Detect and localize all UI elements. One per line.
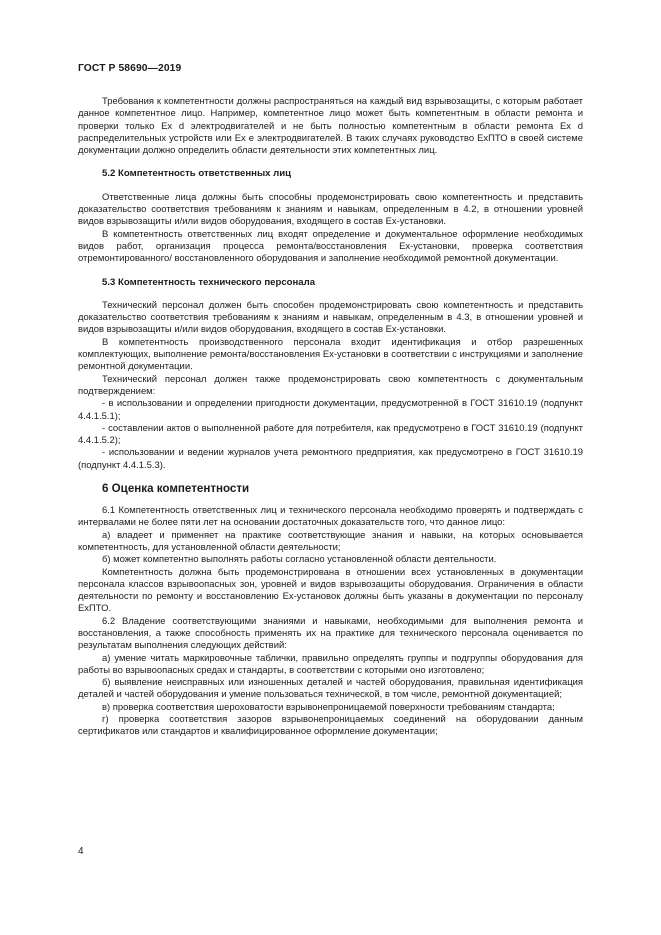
section-6-paragraph: 6.2 Владение соответствующими знаниями и навыками, необходимыми для выполнения ремонта и восстановления, а также способность применять их на практике для технического персонала оценивается по результатам выполнения следующих действий: <box>78 615 583 652</box>
section-5-2-paragraph: В компетентность ответственных лиц входят определение и документальное оформление необходимых видов работ, организация процесса ремонта/восстановления Ex-установки, проверка соответствия отремонтированного/ восстановленного оборудования и заполнение необходимой ремонтной документации. <box>78 228 583 265</box>
section-5-2-heading: 5.2 Компетентность ответственных лиц <box>102 168 292 180</box>
section-6-list-item: а) умение читать маркировочные таблички, правильно определять группы и подгруппы оборудования для работы во взрывоопасных средах и стандарты, в соответствии с которыми оно изготовлено; <box>78 652 583 676</box>
section-6-paragraph: Компетентность должна быть продемонстрирована в отношении всех установленных в документации персонала классов взрывоопасных зон, уровней и видов взрывозащиты оборудования. Ограничения в области деятельности по ремонту и восстановлению Ex-установок должны быть указаны в документации по персоналу ЕхПТО. <box>78 566 583 615</box>
section-5-3-list-item: - составлении актов о выполненной работе для потребителя, как предусмотрено в ГОСТ 31610.19 (подпункт 4.4.1.5.2); <box>78 422 583 447</box>
section-5-3-list-item: - использовании и ведении журналов учета ремонтного предприятия, как предусмотрено в ГОСТ 31610.19 (подпункт 4.4.1.5.3). <box>78 447 583 471</box>
section-5-3-list-item: - в использовании и определении пригодности документации, предусмотренной в ГОСТ 31610.19 (подпункт 4.4.1.5.1); <box>78 398 583 422</box>
section-6-list-item: в) проверка соответствия шероховатости взрывонепроницаемой поверхности требованиям стандарта; <box>102 701 555 713</box>
section-6-paragraph: 6.1 Компетентность ответственных лиц и технического персонала необходимо проверять и подтверждать с интервалами не более пяти лет на основании достаточных доказательств того, что данное лицо: <box>78 505 583 529</box>
section-5-3-heading: 5.3 Компетентность технического персонала <box>102 276 316 288</box>
section-6-list-item: б) выявление неисправных или изношенных деталей и частей оборудования, правильная идентификация деталей и частей оборудования и умение пользоваться технической, в том числе, ремонтной документацией; <box>78 677 583 701</box>
intro-paragraph: Требования к компетентности должны распространяться на каждый вид взрывозащиты, с которым работает данное компетентное лицо. Например, компетентное лицо может быть компетентным в области ремонта и проверки только Ex d электродвигателей и не быть полностью компетентным в области ремонта Ex d распределительных устройств или Ex e электродвигателей. В таких случаях руководство ЕхПТО в своей системе документации должно определить области деятельности этих компетентных лиц. <box>78 96 583 157</box>
section-5-3-paragraph: Технический персонал должен быть способен продемонстрировать свою компетентность и представить доказательство соответствия требованиям к знаниям и навыкам, определенным в 4.3, в отношении уровней и видов взрывозащиты и/или видов оборудования, входящего в состав Ex-установки. <box>78 299 583 336</box>
section-6-list-item: а) владеет и применяет на практике соответствующие знания и навыки, на которых основывается компетентность, для установленной области деятельности; <box>78 529 583 553</box>
section-5-3-paragraph: В компетентность производственного персонала входит идентификация и отбор разрешенных комплектующих, выполнение ремонта/восстановления Ex-установки в соответствии с инструкциями и заполнение ремонтной документации. <box>78 336 583 373</box>
page-header-standard-id: ГОСТ Р 58690—2019 <box>78 63 182 74</box>
section-6-heading: 6 Оценка компетентности <box>102 482 250 496</box>
section-5-3-paragraph: Технический персонал должен также продемонстрировать свою компетентность с документальным подтверждением: <box>78 373 583 397</box>
section-6-list-item: г) проверка соответствия зазоров взрывонепроницаемых соединений на оборудовании данным сертификатов или стандартов и квалифицированное оформление документации; <box>78 714 583 738</box>
document-body <box>78 96 583 739</box>
section-5-2-paragraph: Ответственные лица должны быть способны продемонстрировать свою компетентность и представить доказательство соответствия требованиям к знаниям и навыкам, определенным в 4.2, в отношении уровней видов взрывозащиты и/или видов оборудования, входящего в состав Ex-установки. <box>78 191 583 228</box>
section-6-list-item: б) может компетентно выполнять работы согласно установленной области деятельности. <box>102 554 497 566</box>
page-number: 4 <box>78 846 84 857</box>
